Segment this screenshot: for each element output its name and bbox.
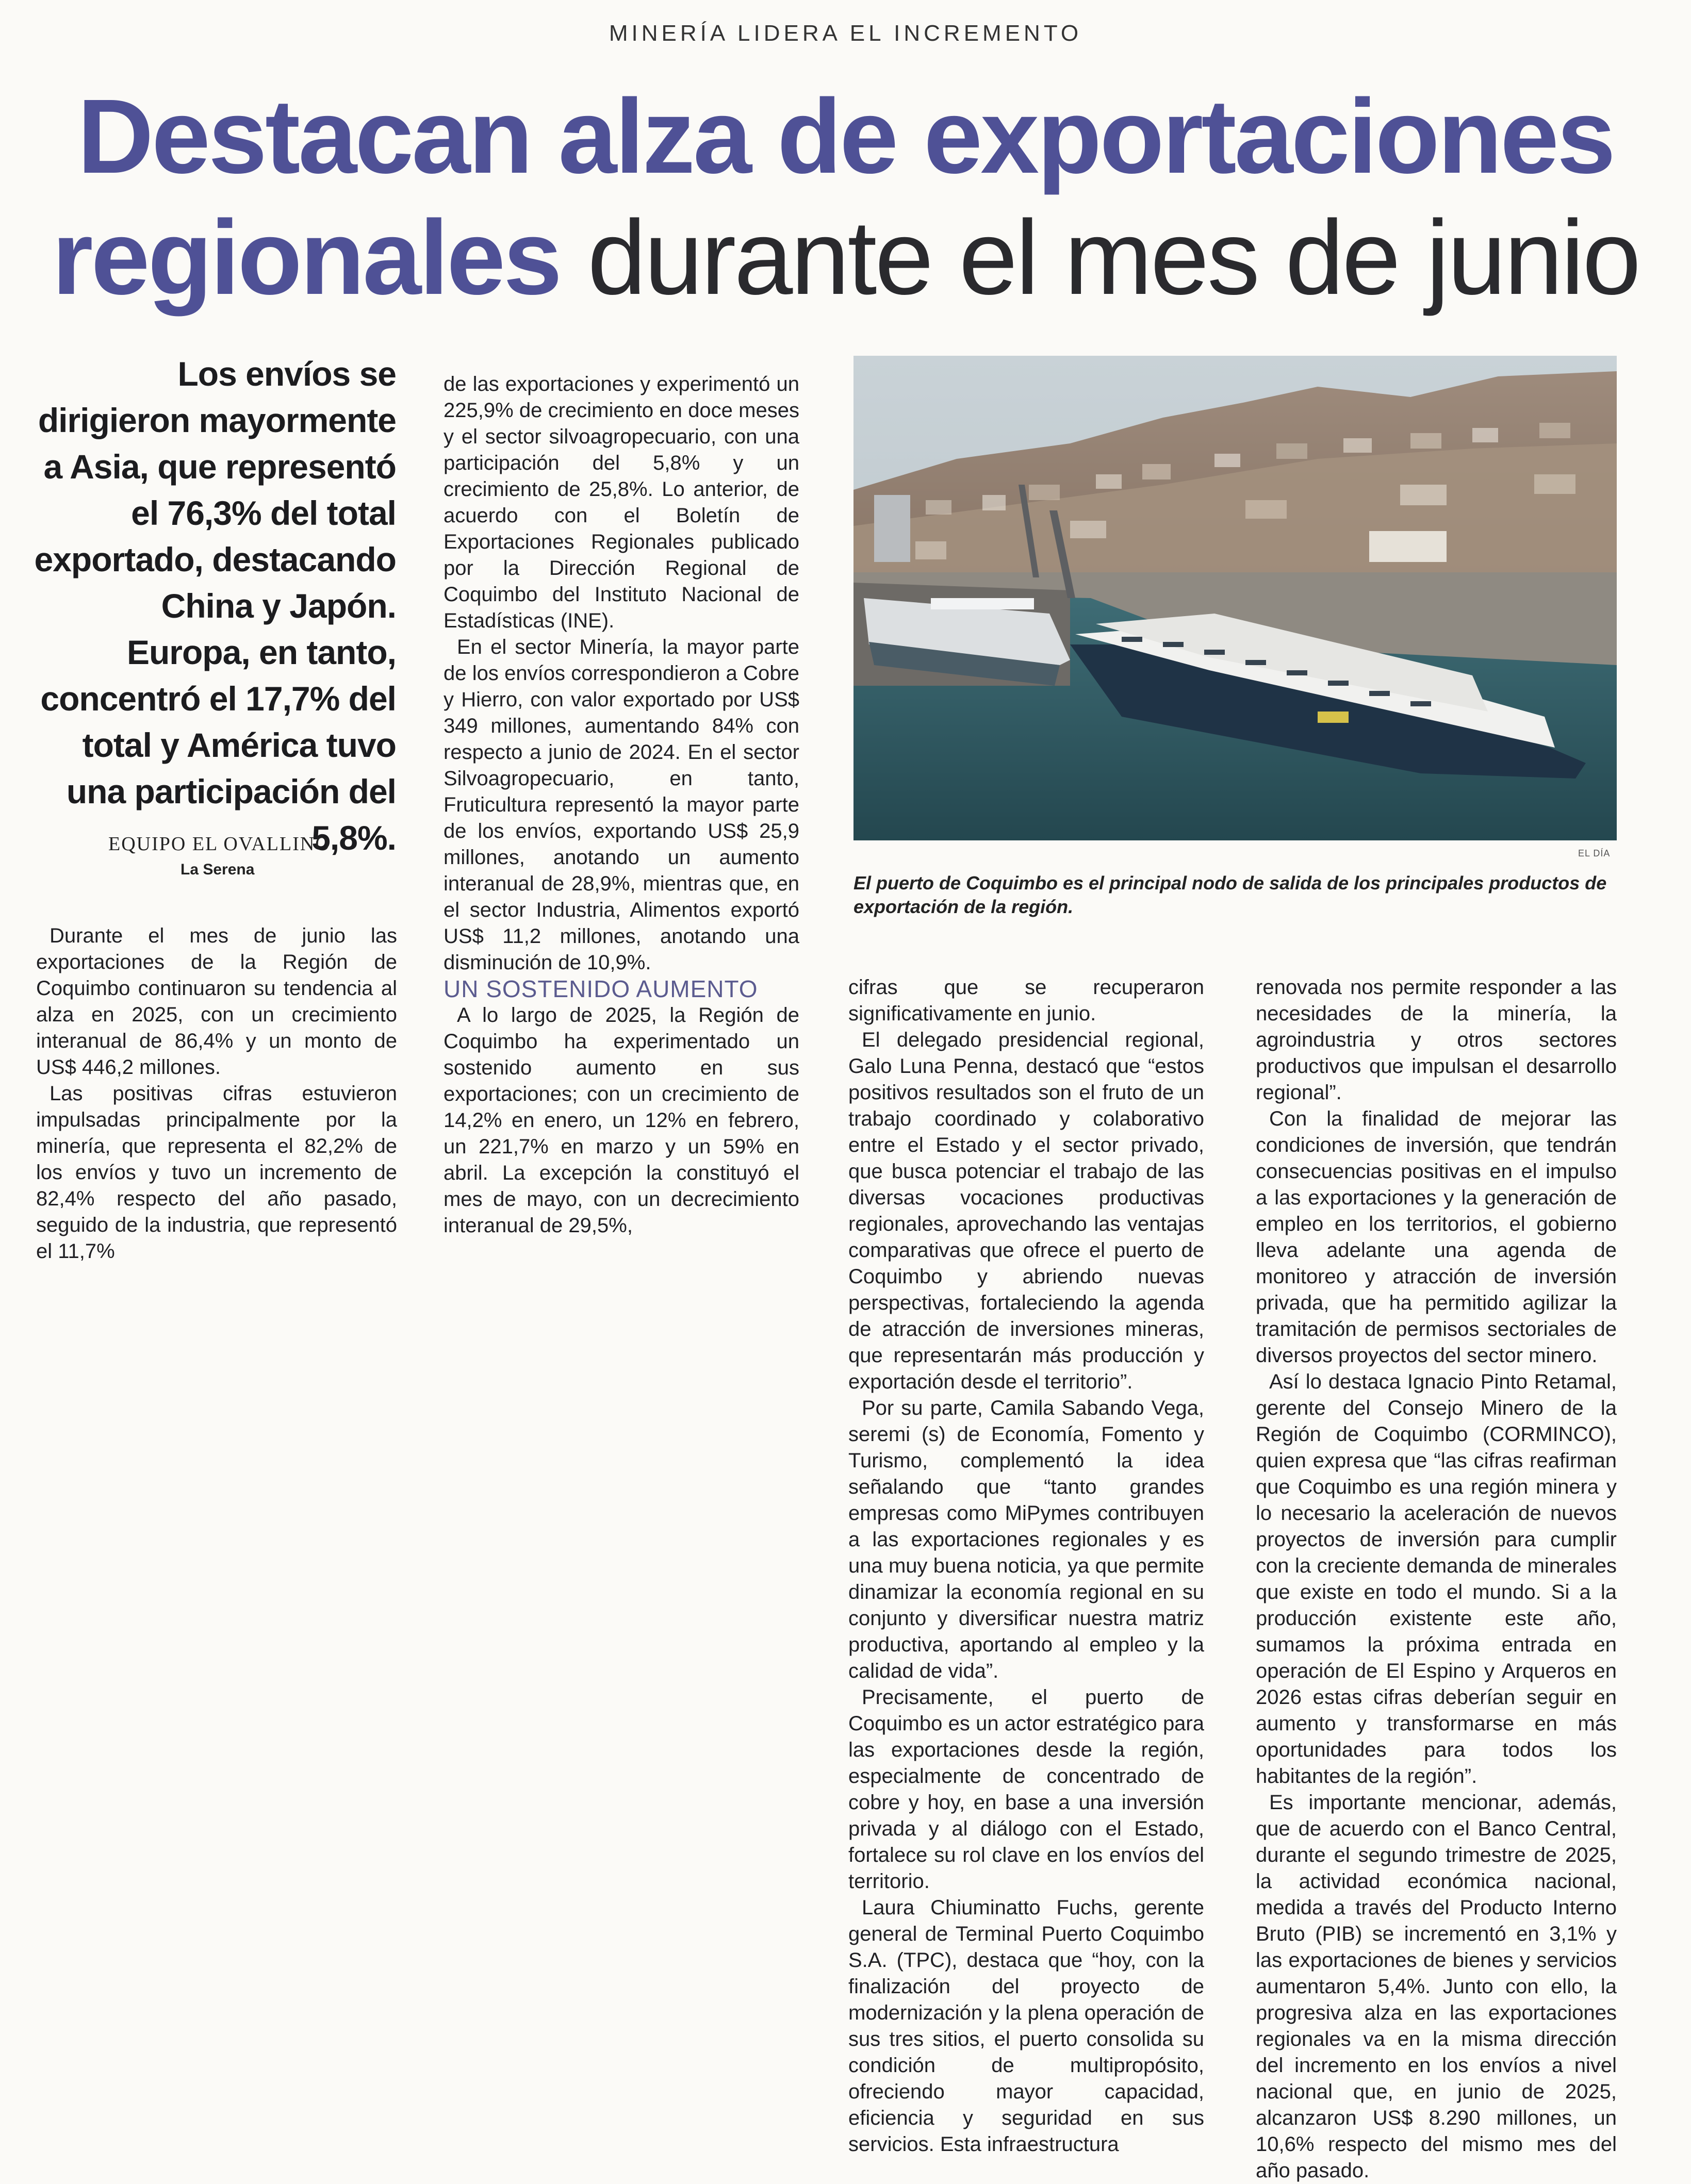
paragraph: renovada nos permite responder a las necesidades de la minería, la agroindustria y otros sectores productivos que impulsan el desarrollo regional”. (1256, 976, 1617, 1104)
paragraph: Las positivas cifras estuvieron impulsadas principalmente por la minería, que representa el 82,2% de los envíos y tuvo un incremento de 82,4% respecto del año pasado, seguido de la industria, que representó el 11,7% (36, 1082, 397, 1263)
paragraph: El delegado presidencial regional, Galo Luna Penna, destacó que “estos positivos resultados son el fruto de un trabajo coordinado y colaborativo entre el Estado y el sector privado, que busca potenciar el trabajo de las diversas vocaciones productivas regionales, aprovechando las ventajas comparativas que ofrece el puerto de Coquimbo y abriendo nuevas perspectivas, fortaleciendo la agenda de atracción de inversiones mineras, que representarán más producción y exportación desde el territorio”. (848, 1029, 1204, 1393)
headline-rest: durante el mes de junio (587, 198, 1639, 317)
port-photo (853, 356, 1617, 840)
subhead: UN SOSTENIDO AUMENTO (444, 975, 758, 1002)
paragraph: de las exportaciones y experimentó un 225,9% de crecimiento en doce meses y el sector silvoagropecuario, con una participación del 5,8% y un crecimiento de 25,8%. Lo anterior, de acuerdo con el Boletín de Exportaciones Regionales publicado por la Dirección Regional de Coquimbo del Instituto Nacional de Estadísticas (INE). (444, 373, 799, 632)
paragraph: A lo largo de 2025, la Región de Coquimbo ha experimentado un sostenido aumento en sus exportaciones; con un crecimiento de 14,2% en enero, un 12% en febrero, un 221,7% en marzo y un 59% en abril. La excepción la constituyó el mes de mayo, con un decrecimiento interanual de 29,5%, (444, 1004, 799, 1237)
paragraph: En el sector Minería, la mayor parte de los envíos correspondieron a Cobre y Hierro, con valor exportado por US$ 349 millones, aumentando 84% con respecto a junio de 2024. En el sector Silvoagropecuario, en tanto, Fruticultura representó la mayor parte de los envíos, exportando US$ 25,9 millones, anotando un aumento interanual de 28,9%, mientras que, en el sector Industria, Alimentos exportó US$ 11,2 millones, anotando una disminución de 10,9%. (444, 636, 799, 974)
lead-summary: Los envíos se dirigieron mayormente a Asia, que representó el 76,3% del total exportado, destacando China y Japón. Europa, en tanto, concentró el 17,7% del total y América tuvo una participación del 5,8%. (34, 355, 396, 857)
paragraph: Durante el mes de junio las exportaciones de la Región de Coquimbo continuaron su tendencia al alza en 2025, con un crecimiento interanual de 86,4% y un monto de US$ 446,2 millones. (36, 924, 397, 1079)
port-photo-illustration (853, 356, 1617, 840)
paragraph: Precisamente, el puerto de Coquimbo es un actor estratégico para las exportaciones desde la región, especialmente de concentrado de cobre y hoy, en base a una inversión privada y al diálogo con el Estado, fortalece su rol clave en los envíos del territorio. (848, 1686, 1204, 1893)
byline: EQUIPO EL OVALLINO (108, 833, 331, 855)
photo-caption: El puerto de Coquimbo es el principal nodo de salida de los principales productos de exportación de la región. (853, 872, 1607, 917)
column-2 (444, 371, 799, 1239)
paragraph: Es importante mencionar, además, que de acuerdo con el Banco Central, durante el segundo trimestre de 2025, la actividad económica nacional, medida a través del Producto Interno Bruto (PIB) se incrementó en 3,1% y las exportaciones de bienes y servicios aumentaron 5,4%. Junto con ello, la progresiva alza en las exportaciones regionales va en la misma dirección del incremento en los envíos a nivel nacional que, en junio de 2025, alcanzaron US$ 8.290 millones, un 10,6% respecto del mismo mes del año pasado. (1256, 1791, 1617, 2182)
photo-credit: EL DÍA (1578, 848, 1611, 858)
dateline-place: La Serena (180, 861, 255, 878)
paragraph: cifras que se recuperaron significativamente en junio. (848, 976, 1204, 1025)
headline-bold-word: regionales (52, 198, 561, 317)
headline-line-1: Destacan alza de exportaciones (77, 77, 1614, 195)
paragraph: Laura Chiuminatto Fuchs, gerente general de Terminal Puerto Coquimbo S.A. (TPC), destaca que “hoy, con la finalización del proyecto de modernización y la plena operación de sus tres sitios, el puerto consolida su condición de multipropósito, ofreciendo mayor capacidad, eficiencia y seguridad en sus servicios. Esta infraestructura (848, 1896, 1204, 2156)
paragraph: Con la finalidad de mejorar las condiciones de inversión, que tendrán consecuencias positivas en el impulso a las exportaciones y la generación de empleo en los territorios, el gobierno lleva adelante una agenda de monitoreo y atracción de inversión privada, que ha permitido agilizar la tramitación de permisos sectoriales de diversos proyectos del sector minero. (1256, 1107, 1617, 1367)
column-1 (36, 923, 397, 1265)
column-4 (1256, 974, 1617, 2184)
column-3 (848, 974, 1204, 2158)
paragraph: Por su parte, Camila Sabando Vega, seremi (s) de Economía, Fomento y Turismo, complementó la idea señalando que “tanto grandes empresas como MiPymes contribuyen a las exportaciones regionales y es una muy buena noticia, ya que permite dinamizar la economía regional en su conjunto y diversificar nuestra matriz productiva, aportando al empleo y la calidad de vida”. (848, 1397, 1204, 1682)
paragraph: Así lo destaca Ignacio Pinto Retamal, gerente del Consejo Minero de la Región de Coquimbo (CORMINCO), quien expresa que “las cifras reafirman que Coquimbo es una región minera y lo necesario la aceleración de nuevos proyectos de inversión para cumplir con la creciente demanda de minerales que existe en todo el mundo. Si a la producción existente este año, sumamos la próxima entrada en operación de El Espino y Arqueros en 2026 estas cifras deberían seguir en aumento y transformarse en más oportunidades para todos los habitantes de la región”. (1256, 1370, 1617, 1788)
kicker: MINERÍA LIDERA EL INCREMENTO (609, 21, 1082, 46)
headline-line-2 (0, 198, 1691, 317)
